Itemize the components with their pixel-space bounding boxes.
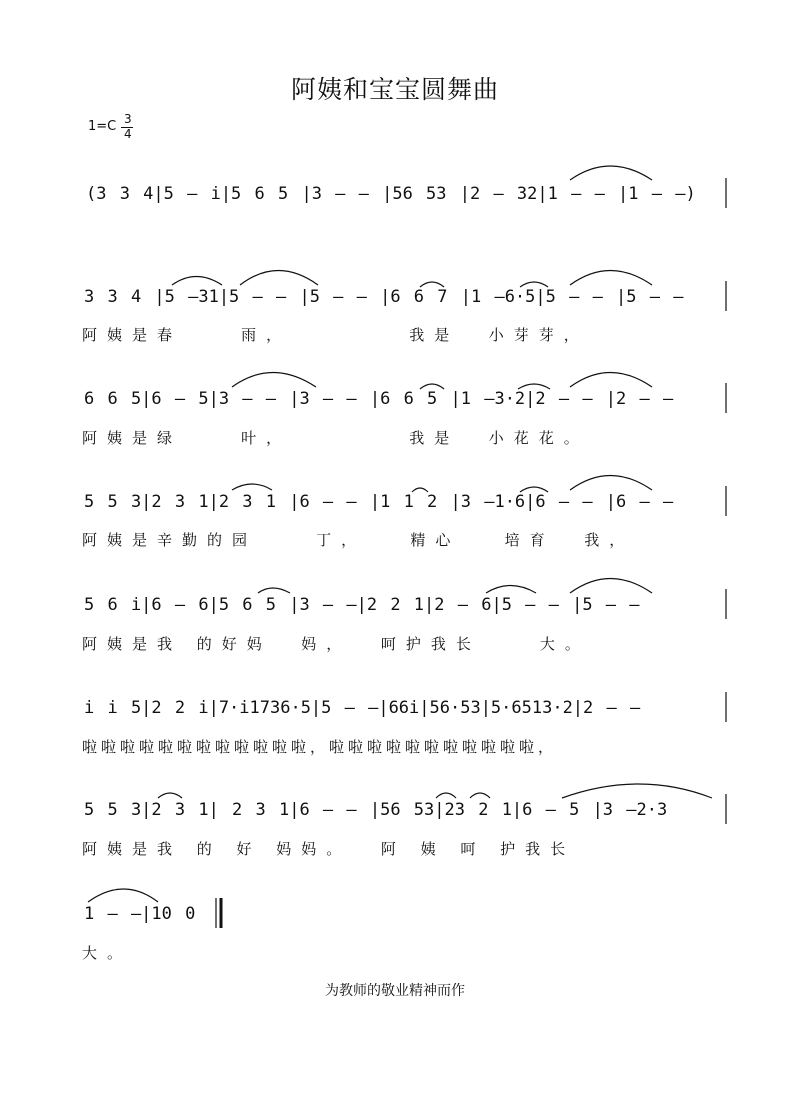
slur-system-5-b xyxy=(486,586,536,594)
slur-system-5-a xyxy=(258,588,290,593)
slur-system-4-a xyxy=(232,484,272,490)
tie-system-4-d xyxy=(570,476,652,491)
system-8-lyrics: 大。 xyxy=(82,944,133,962)
slur-system-3-c xyxy=(518,384,550,389)
system-1-notes: (3 3 4|5 – i|5 6 5 |3 – – |56 53 |2 – 32|1 – – |1 – –) xyxy=(86,184,696,204)
system-6-lyrics: 啦啦啦啦啦啦啦啦啦啦啦啦，啦啦啦啦啦啦啦啦啦啦啦， xyxy=(82,738,558,756)
system-2-notes: 3 3 4 |5 –31|5 – – |5 – – |6 6 7 |1 –6·5|5 – – |5 – – xyxy=(84,287,684,307)
key-signature: 1=C xyxy=(88,119,117,134)
slur-system-7-a xyxy=(158,793,182,798)
slur-system-2-d xyxy=(520,282,548,287)
slur-system-3-b xyxy=(420,384,444,389)
system-8-notes: 1 – –|10 0 xyxy=(84,904,196,924)
slur-system-7-d xyxy=(562,784,712,798)
time-signature-numerator: 3 xyxy=(124,112,132,126)
system-7-notes: 5 5 3|2 3 1| 2 3 1|6 – – |56 53|23 2 1|6 – 5 |3 –2·3 xyxy=(84,800,668,820)
tie-system-3-d xyxy=(570,373,652,388)
system-7-lyrics: 阿姨是我 的 好 妈妈。 阿 姨 呵 护我长 xyxy=(82,840,576,858)
time-signature-denominator: 4 xyxy=(124,127,132,141)
slur-system-2-b xyxy=(240,271,318,286)
system-4-lyrics: 阿姨是辛勤的园 丁， 精心 培育 我， xyxy=(82,531,635,549)
song-title: 阿姨和宝宝圆舞曲 xyxy=(290,75,499,104)
slur-system-7-c xyxy=(470,793,490,798)
tie-system-1 xyxy=(570,166,652,180)
system-2-lyrics: 阿姨是春 雨， 我是 小芽芽， xyxy=(82,326,589,344)
system-5-notes: 5 6 i|6 – 6|5 6 5 |3 – –|2 2 1|2 – 6|5 – – |5 – – xyxy=(84,595,640,615)
system-5-lyrics: 阿姨是我 的好妈 妈， 呵护我长 大。 xyxy=(82,635,590,653)
tie-system-2 xyxy=(570,271,652,286)
slur-system-4-b xyxy=(412,488,428,492)
system-4-notes: 5 5 3|2 3 1|2 3 1 |6 – – |1 1 2 |3 –1·6|6 – – |6 – – xyxy=(84,492,674,512)
system-3-lyrics: 阿姨是绿 叶， 我是 小花花。 xyxy=(82,429,589,447)
tie-system-3-a xyxy=(232,373,316,388)
slur-system-2-a xyxy=(172,277,222,286)
system-3-notes: 6 6 5|6 – 5|3 – – |3 – – |6 6 5 |1 –3·2|2 – – |2 – – xyxy=(84,389,674,409)
tie-system-8 xyxy=(88,889,158,902)
slur-system-4-c xyxy=(520,487,548,492)
tie-system-5-c xyxy=(570,579,652,594)
slur-system-2-c xyxy=(420,282,444,287)
dedication-footer: 为教师的敬业精神而作 xyxy=(325,983,465,999)
system-6-notes: i i 5|2 2 i|7·i1736·5|5 – –|66i|56·53|5·6513·2|2 – – xyxy=(84,698,641,718)
slur-system-7-b xyxy=(436,793,456,798)
